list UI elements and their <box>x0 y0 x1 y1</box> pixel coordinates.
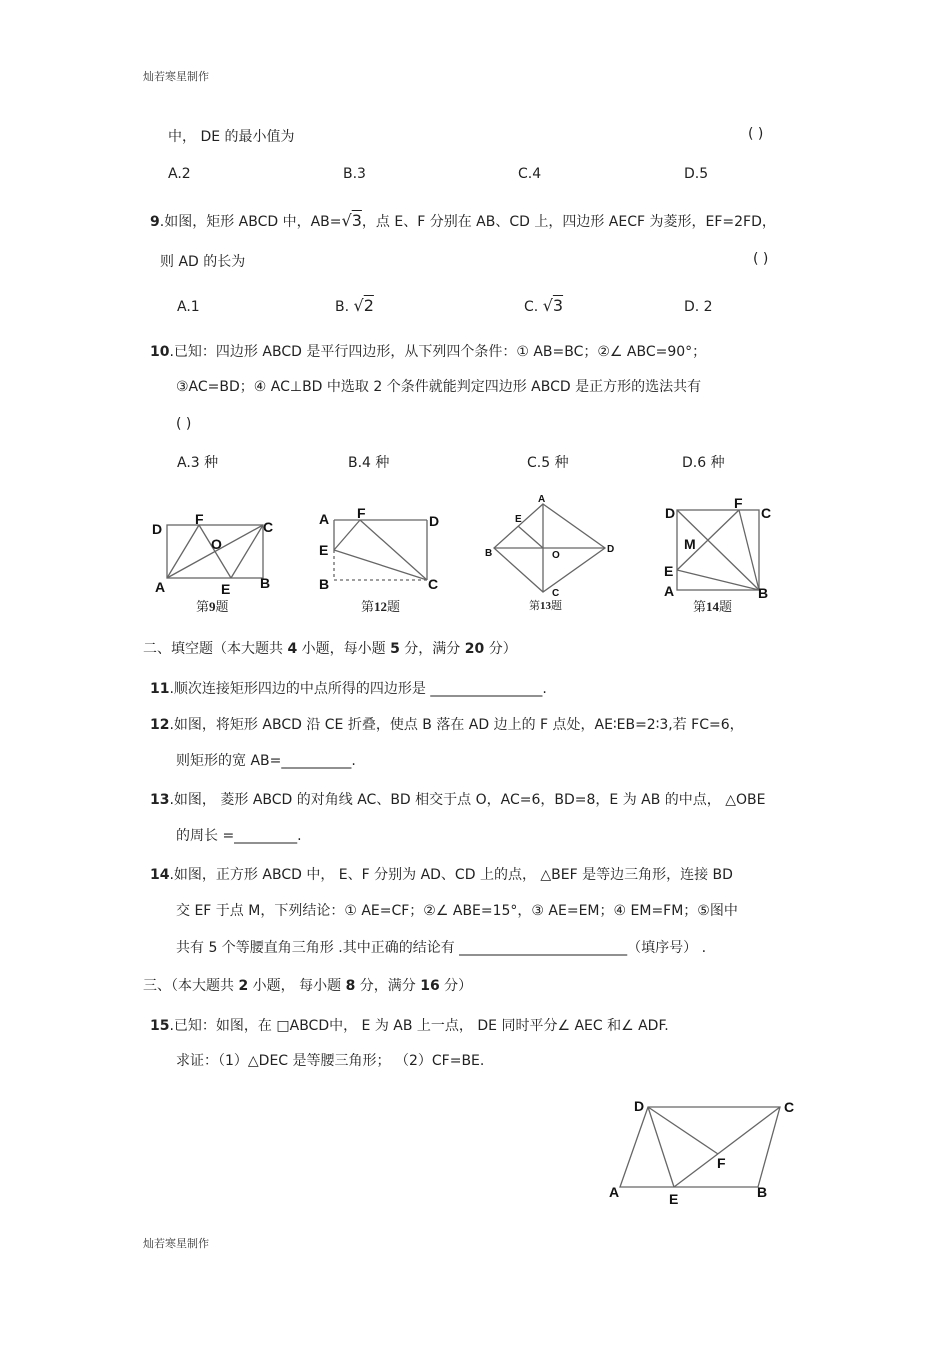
q9-option-d: D. 2 <box>684 299 713 315</box>
fig14-segment-eb <box>677 570 759 590</box>
fig15-label-f: F <box>717 1155 726 1171</box>
section-2-heading <box>143 638 517 658</box>
fig9-caption <box>196 596 229 615</box>
section2-n2: 5 <box>390 641 400 657</box>
q12-line-2: 则矩形的宽 AB=__________. <box>176 753 356 769</box>
fig9-caption-num: 9 <box>209 599 216 614</box>
section3-n2: 8 <box>345 978 356 994</box>
fig14-caption <box>693 596 732 615</box>
fig14-label-e: E <box>664 563 674 579</box>
q10-line-1 <box>150 341 706 361</box>
fig14-caption-post: 题 <box>719 599 733 614</box>
fig14-caption-num: 14 <box>706 599 720 614</box>
q10-option-c: C.5 种 <box>527 455 569 471</box>
fig14-label-b: B <box>758 585 769 601</box>
q15-line-2: 求证：（1）△DEC 是等腰三角形； （2）CF=BE. <box>176 1053 485 1069</box>
figure-15 <box>600 1093 810 1213</box>
fig13-label-b: B <box>485 548 493 559</box>
fig9-label-f: F <box>195 511 204 527</box>
fig13-label-c: C <box>552 588 560 599</box>
q9-text-1: .如图，矩形 ABCD 中，AB= <box>159 214 342 230</box>
fig14-label-d: D <box>665 505 676 521</box>
q10-text-1: .已知：四边形 ABCD 是平行四边形，从下列四个条件：① AB=BC；②∠ ABC=90°； <box>169 344 707 360</box>
q8-paren: ( ) <box>748 126 764 142</box>
q9-option-b-prefix: B. <box>335 299 350 315</box>
fig15-label-d: D <box>634 1098 645 1114</box>
fig13-caption-post: 题 <box>551 600 562 612</box>
q15-line-1 <box>150 1015 669 1035</box>
fig15-segment-ec <box>674 1107 780 1187</box>
fig13-label-e: E <box>515 514 522 525</box>
section3-n3: 16 <box>420 978 440 994</box>
q11 <box>150 678 547 698</box>
header-maker: 灿若寒星制作 <box>143 70 209 83</box>
fig12-segment-fc <box>360 520 427 580</box>
q13-line-2: 的周长 =_________. <box>176 828 302 844</box>
fig12-segment-ef <box>334 520 360 550</box>
q11-text: .顺次连接矩形四边的中点所得的四边形是 ________________. <box>169 681 547 697</box>
q15-number: 15 <box>150 1018 170 1034</box>
q8-option-c: C.4 <box>518 166 542 182</box>
section2-t4: 分） <box>484 641 517 657</box>
q8-line: 中， DE 的最小值为 <box>168 129 295 145</box>
fig13-caption <box>529 597 562 613</box>
section3-t2: 小题， 每小题 <box>248 978 346 994</box>
q9-option-c: C. √3 <box>524 296 564 315</box>
fig12-label-c: C <box>428 576 439 592</box>
fig9-caption-pre: 第 <box>196 599 210 614</box>
footer-maker: 灿若寒星制作 <box>143 1237 209 1250</box>
fig15-segment-de <box>648 1107 674 1187</box>
fig9-label-b: B <box>260 575 271 591</box>
fig15-parallelogram <box>620 1107 780 1187</box>
fig12-label-a: A <box>319 511 330 527</box>
fig12-label-d: D <box>429 513 440 529</box>
fig13-label-a: A <box>538 494 546 505</box>
q8-option-b: B.3 <box>343 166 366 182</box>
fig12-label-b: B <box>319 576 330 592</box>
q9-option-a: A.1 <box>177 299 200 315</box>
q9-option-b: B. √2 <box>335 296 374 315</box>
fig12-crease-ec <box>334 550 427 580</box>
figure-9 <box>145 505 285 597</box>
q9-stem <box>150 211 776 231</box>
fig13-caption-pre: 第 <box>529 600 540 612</box>
section2-n3: 20 <box>464 641 485 657</box>
section-3-heading <box>143 975 472 995</box>
figure-12 <box>312 505 447 597</box>
fig14-label-m: M <box>684 536 696 552</box>
q9-paren: ( ) <box>753 251 769 267</box>
fig13-label-o: O <box>552 550 560 561</box>
fig15-label-e: E <box>669 1191 679 1207</box>
q9-option-c-radicand: 3 <box>552 296 564 315</box>
fig15-label-c: C <box>784 1099 795 1115</box>
q9-option-c-prefix: C. <box>524 299 539 315</box>
fig14-caption-pre: 第 <box>693 599 707 614</box>
q13-number: 13 <box>150 792 170 808</box>
q14-line-3: 共有 5 个等腰直角三角形 .其中正确的结论有 ________________________（填序号） . <box>176 940 707 956</box>
q14-text-1: .如图，正方形 ABCD 中， E、F 分别为 AD、CD 上的点， △BEF 是等边三角形，连接 BD <box>169 867 733 883</box>
fig9-label-c: C <box>263 519 274 535</box>
fig15-label-b: B <box>757 1184 768 1200</box>
fig9-segment-af <box>167 525 199 578</box>
q9-option-b-radicand: 2 <box>363 296 374 315</box>
section3-t3: 分，满分 <box>355 978 421 994</box>
fig12-label-f: F <box>357 505 366 521</box>
q14-line-2: 交 EF 于点 M，下列结论：① AE=CF；②∠ ABE=15°，③ AE=EM；④ EM=FM；⑤图中 <box>176 903 738 919</box>
fig9-caption-post: 题 <box>215 599 229 614</box>
section2-t2: 小题，每小题 <box>297 641 391 657</box>
q10-option-a: A.3 种 <box>177 455 219 471</box>
section3-t4: 分） <box>439 978 473 994</box>
q11-number: 11 <box>150 681 170 697</box>
section3-t1: 三、（本大题共 <box>143 978 239 994</box>
fig14-label-c: C <box>761 505 772 521</box>
fig12-caption-pre: 第 <box>361 599 375 614</box>
q10-paren: ( ) <box>176 416 192 432</box>
section2-t1: 二、填空题（本大题共 <box>143 641 288 657</box>
q15-text-1: .已知：如图，在 □ABCD中， E 为 AB 上一点， DE 同时平分∠ AEC 和∠ ADF. <box>169 1018 669 1034</box>
q13-line-1 <box>150 789 765 809</box>
figure-13 <box>480 492 620 600</box>
q9-line-2: 则 AD 的长为 <box>160 254 246 270</box>
fig12-label-e: E <box>319 542 329 558</box>
fig12-caption <box>361 596 400 615</box>
fig14-label-a: A <box>664 583 675 599</box>
q9-sqrt-radicand: 3 <box>351 211 362 230</box>
q13-text-1: .如图， 菱形 ABCD 的对角线 AC、BD 相交于点 O，AC=6，BD=8，E 为 AB 的中点， △OBE <box>169 792 766 808</box>
figure-14 <box>655 494 785 602</box>
fig13-caption-num: 13 <box>540 600 551 612</box>
section2-t3: 分，满分 <box>399 641 465 657</box>
q10-line-2: ③AC=BD；④ AC⊥BD 中选取 2 个条件就能判定四边形 ABCD 是正方形的选法共有 <box>176 379 702 395</box>
q9-text-2: ，点 E、F 分别在 AB、CD 上，四边形 AECF 为菱形，EF=2FD， <box>361 214 776 230</box>
q14-number: 14 <box>150 867 170 883</box>
fig12-caption-num: 12 <box>374 599 388 614</box>
q10-option-d: D.6 种 <box>682 455 725 471</box>
fig9-segment-ec <box>231 525 263 578</box>
fig15-segment-df <box>648 1107 718 1154</box>
fig14-label-f: F <box>734 495 743 511</box>
q9-sqrt: √3 <box>341 211 362 230</box>
fig12-caption-post: 题 <box>387 599 401 614</box>
q12-text-1: .如图，将矩形 ABCD 沿 CE 折叠，使点 B 落在 AD 边上的 F 点处，AE∶EB=2∶3,若 FC=6， <box>169 717 744 733</box>
fig13-label-d: D <box>607 544 615 555</box>
section3-n1: 2 <box>238 978 249 994</box>
fig9-label-e: E <box>221 581 231 597</box>
q12-number: 12 <box>150 717 170 733</box>
fig14-segment-fb <box>739 510 759 590</box>
fig9-label-a: A <box>155 579 166 595</box>
q8-option-d: D.5 <box>684 166 709 182</box>
q14-line-1 <box>150 864 733 884</box>
fig15-label-a: A <box>609 1184 620 1200</box>
q9-number: 9 <box>150 214 160 230</box>
fig9-label-d: D <box>152 521 163 537</box>
fig9-label-o: O <box>211 536 222 552</box>
section2-n1: 4 <box>287 641 298 657</box>
fig13-segment-eo <box>518 526 543 548</box>
q10-option-b: B.4 种 <box>348 455 390 471</box>
q8-option-a: A.2 <box>168 166 191 182</box>
q10-number: 10 <box>150 344 170 360</box>
q12-line-1 <box>150 714 744 734</box>
